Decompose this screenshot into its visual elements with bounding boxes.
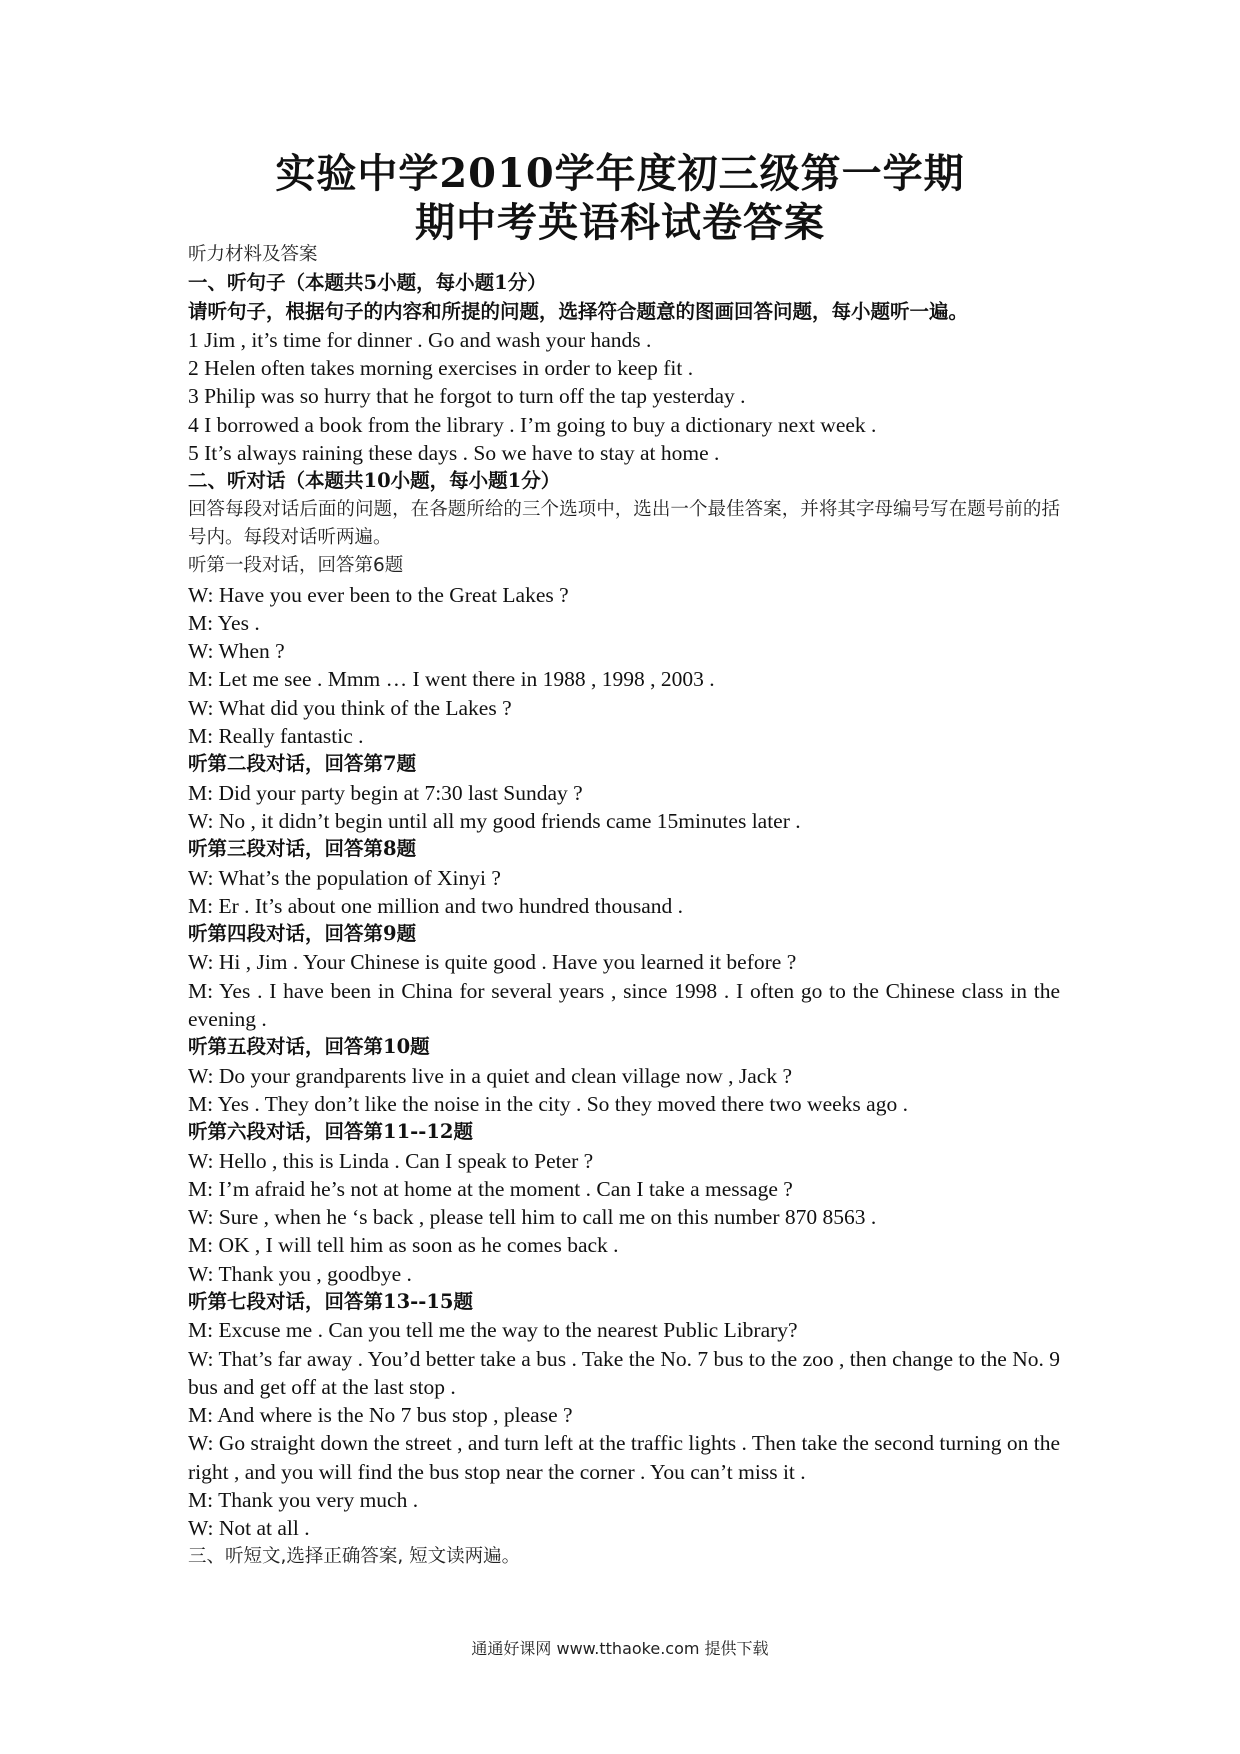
dialogue-line: W: That’s far away . You’d better take a bus . Take the No. 7 bus to the zoo , then change to the No. 9 bus and get off at the last stop .	[188, 1346, 1060, 1399]
dialogue-line: W: Hi , Jim . Your Chinese is quite good . Have you learned it before ?	[188, 950, 797, 975]
dialogue-line: W: Not at all .	[188, 1516, 310, 1541]
page-title-line-2: 期中考英语科试卷答案	[415, 199, 825, 246]
dialogue-heading-3: 听第三段对话，回答第8题	[188, 837, 417, 861]
dialogue-line: M: Excuse me . Can you tell me the way to the nearest Public Library?	[188, 1318, 798, 1343]
dialogue-line: W: Sure , when he ‘s back , please tell him to call me on this number 870 8563 .	[188, 1205, 877, 1230]
dialogue-line: W: What’s the population of Xinyi ?	[188, 865, 501, 890]
sentence-2: 2 Helen often takes morning exercises in order to keep fit .	[188, 356, 694, 381]
dialogue-heading-1: 听第一段对话，回答第6题	[188, 555, 404, 577]
dialogue-heading-2: 听第二段对话，回答第7题	[188, 752, 417, 776]
dialogue-line: M: I’m afraid he’s not at home at the moment . Can I take a message ?	[188, 1176, 793, 1201]
dialogue-heading-4: 听第四段对话，回答第9题	[188, 922, 417, 946]
dialogue-heading-5: 听第五段对话，回答第10题	[188, 1035, 430, 1059]
dialogue-line: W: Go straight down the street , and turn left at the traffic lights . Then take the second turning on the right , and you will find the bus stop near the corner . You can’t miss it .	[188, 1431, 1060, 1484]
dialogue-heading-7: 听第七段对话，回答第13--15题	[188, 1289, 473, 1313]
dialogue-line: M: Er . It’s about one million and two hundred thousand .	[188, 893, 684, 918]
sentence-1: 1 Jim , it’s time for dinner . Go and wash your hands .	[188, 327, 652, 352]
dialogue-line: W: Hello , this is Linda . Can I speak to Peter ?	[188, 1148, 594, 1173]
dialogue-line: M: Yes . I have been in China for several years , since 1998 . I often go to the Chinese class in the evening .	[188, 978, 1060, 1032]
dialogue-line: W: When ?	[188, 639, 285, 664]
dialogue-line: M: Did your party begin at 7:30 last Sunday ?	[188, 780, 583, 805]
section-intro: 听力材料及答案	[188, 244, 318, 265]
dialogue-line: W: Thank you , goodbye .	[188, 1261, 412, 1286]
dialogue-line: W: What did you think of the Lakes ?	[188, 695, 512, 720]
section-heading-3: 三、听短文,选择正确答案, 短文读两遍。	[188, 1545, 521, 1567]
dialogue-line: M: Thank you very much .	[188, 1488, 419, 1513]
sentence-4: 4 I borrowed a book from the library . I’m going to buy a dictionary next week .	[188, 412, 877, 437]
dialogue-line: W: No , it didn’t begin until all my good friends came 15minutes later .	[188, 808, 801, 833]
dialogue-heading-6: 听第六段对话，回答第11--12题	[188, 1120, 473, 1144]
dialogue-line: W: Have you ever been to the Great Lakes ?	[188, 582, 569, 607]
section-heading-1: 一、听句子（本题共5小题，每小题1分）	[188, 271, 547, 295]
dialogue-line: M: OK , I will tell him as soon as he comes back .	[188, 1233, 619, 1258]
dialogue-line: M: And where is the No 7 bus stop , please ?	[188, 1403, 573, 1428]
dialogue-line: M: Yes .	[188, 610, 260, 635]
dialogue-line: M: Yes . They don’t like the noise in the city . So they moved there two weeks ago .	[188, 1091, 908, 1116]
dialogue-line: M: Really fantastic .	[188, 724, 364, 749]
section-instruction-2: 回答每段对话后面的问题，在各题所给的三个选项中，选出一个最佳答案，并将其字母编号写在题号前的括号内。每段对话听两遍。	[188, 498, 1060, 548]
sentence-5: 5 It’s always raining these days . So we have to stay at home .	[188, 441, 720, 466]
document-body	[188, 241, 1060, 1571]
dialogue-line: W: Do your grandparents live in a quiet and clean village now , Jack ?	[188, 1063, 792, 1088]
section-instruction-1: 请听句子，根据句子的内容和所提的问题，选择符合题意的图画回答问题，每小题听一遍。	[188, 299, 969, 323]
sentence-3: 3 Philip was so hurry that he forgot to turn off the tap yesterday .	[188, 384, 746, 409]
dialogue-line: M: Let me see . Mmm … I went there in 1988 , 1998 , 2003 .	[188, 667, 715, 692]
page-title-line-1: 实验中学2010学年度初三级第一学期	[275, 150, 965, 197]
section-heading-2: 二、听对话（本题共10小题，每小题1分）	[188, 469, 561, 493]
page-footer: 通通好课网 www.tthaoke.com 提供下载	[471, 1639, 769, 1658]
